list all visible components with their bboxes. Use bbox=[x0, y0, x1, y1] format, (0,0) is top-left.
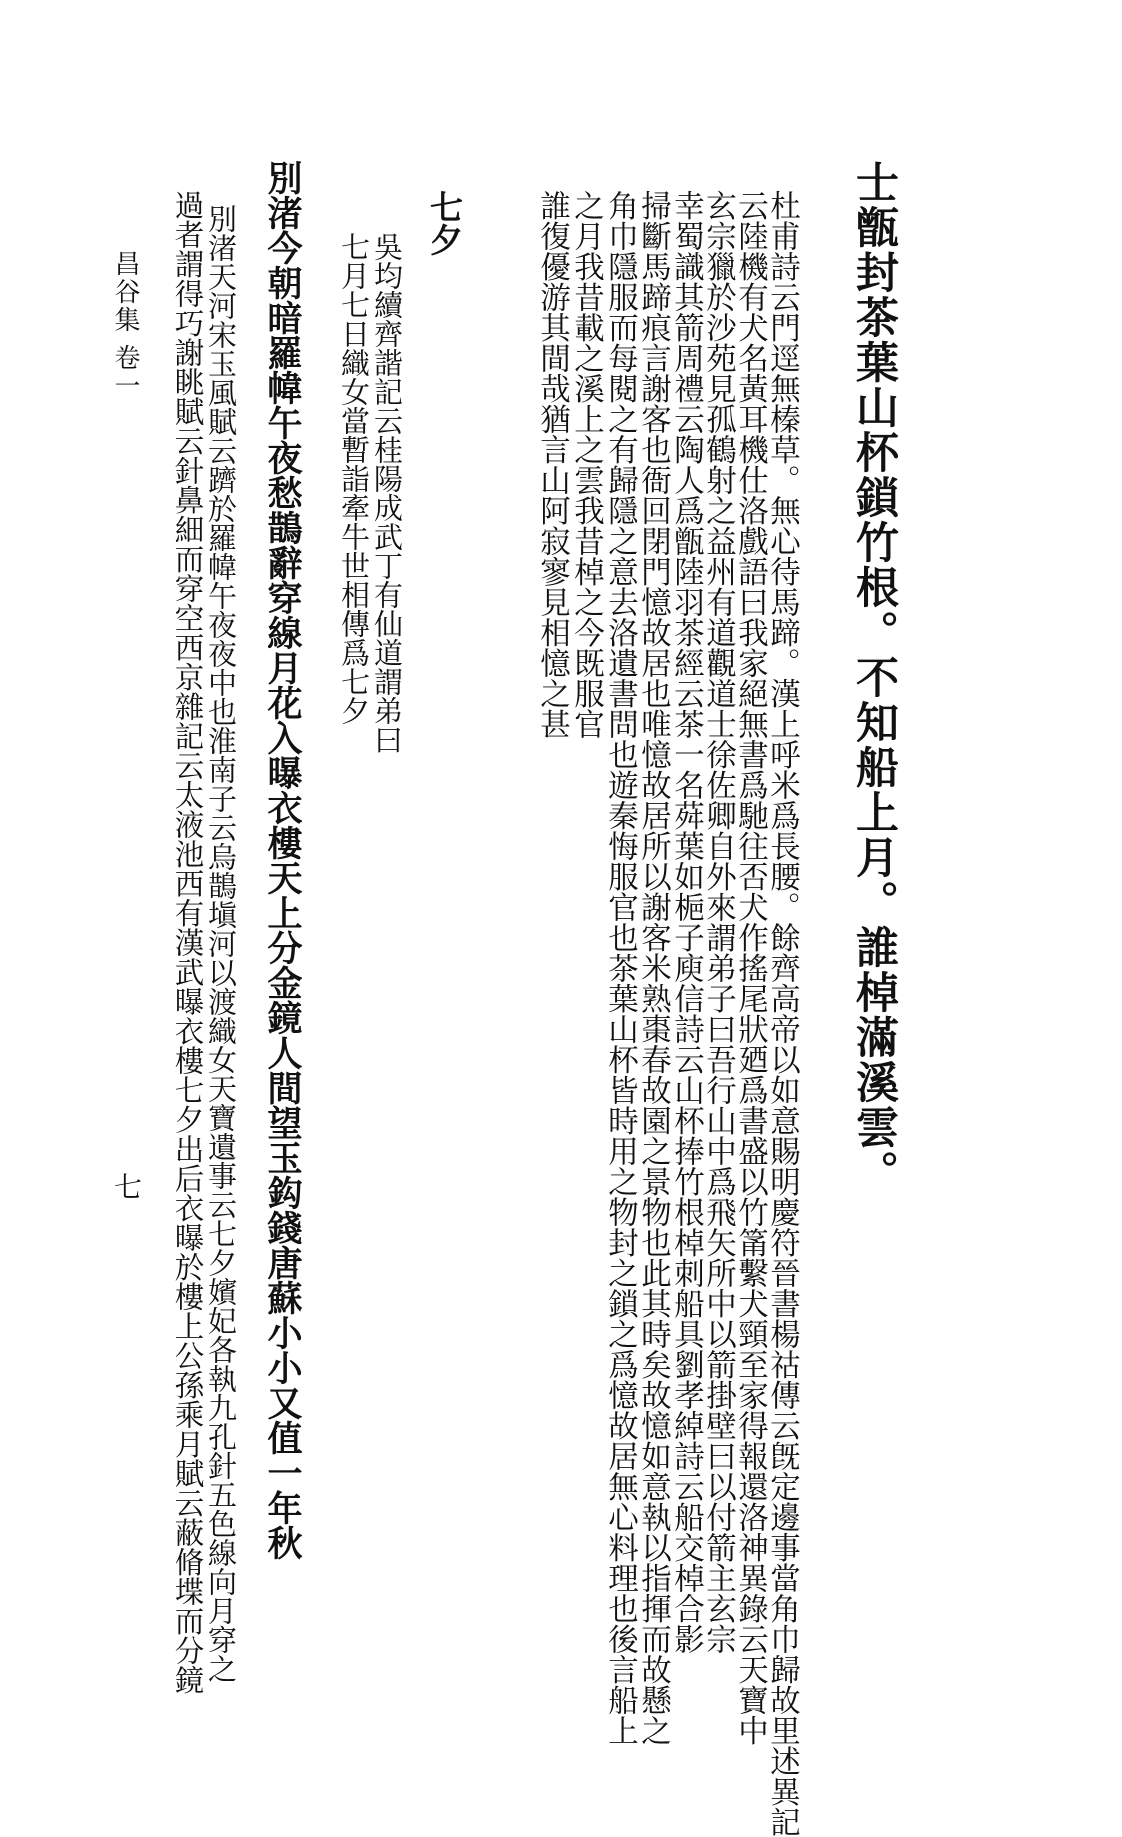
page-number: 七 bbox=[110, 1172, 143, 1200]
commentary-line: 玄宗獵於沙苑見孤鶴射之益州有道觀道士徐佐卿自外來謂弟子曰吾行山中爲飛矢所中以箭掛壁曰以付箭主玄宗 bbox=[700, 190, 736, 1654]
commentary-line: 誰復優游其間哉猶言山阿寂寥見相憶之甚 bbox=[534, 190, 570, 739]
note-line: 吳均續齊諧記云桂陽成武丁有仙道謂弟曰 bbox=[370, 232, 404, 754]
commentary-line: 別渚天河宋玉風賦云躋於羅幃午夜夜中也淮南子云烏鵲塡河以渡織女天寶遺事云七夕嬪妃各執九孔針五色線向月穿之 bbox=[204, 204, 238, 1683]
commentary-line: 杜甫詩云門逕無榛草。無心待馬蹄。漢上呼米爲長腰。餘齊高帝以如意賜明慶符晉書楊祜傳云旣定邊事當角巾歸故里述異記 bbox=[764, 190, 800, 1837]
section-heading: 七夕 bbox=[425, 190, 464, 256]
commentary-line: 掃斷馬蹄痕言謝客也衙回閉門憶故居也唯憶故居所以謝客米熟棗春故園之景物也此其時矣故憶如意執以指揮而故懸之 bbox=[635, 190, 671, 1746]
commentary-line: 之月我昔載之溪上之雲我昔棹之今既服官 bbox=[568, 190, 604, 739]
book-title: 昌谷集 卷一 bbox=[110, 250, 140, 401]
poem-title: 士甑封茶葉山杯鎖竹根。不知船上月。誰棹滿溪雲。 bbox=[849, 160, 899, 1195]
poem-title: 別渚今朝暗羅幃午夜愁鵲辭穿線月花入曝衣樓天上分金鏡人間望玉鈎錢唐蘇小小又值一年秋 bbox=[262, 160, 303, 1560]
commentary-line: 云陸機有犬名黃耳機仕洛戲語曰我家絕無書爲馳往否犬作搖尾狀廼爲書盛以竹筩繫犬頸至家得報還洛神異錄云天寶中 bbox=[732, 190, 768, 1746]
commentary-line: 過者謂得巧謝眺賦云針鼻細而穿空西京雜記云太液池西有漢武曝衣樓七夕出后衣曝於樓上公孫乘月賦云蔽脩堞而分鏡 bbox=[170, 190, 205, 1695]
commentary-line: 角巾隱服而每閱之有歸隱之意去洛遺書問也遊秦悔服官也茶葉山杯皆時用之物封之鎖之爲憶故居無心料理也後言船上 bbox=[602, 190, 638, 1746]
note-line: 七月七日織女當暫詣牽牛世相傳爲七夕 bbox=[337, 232, 371, 725]
commentary-line: 幸蜀識其箭周禮云陶人爲甑陸羽茶經云茶一名荈葉如梔子庾信詩云山杯捧竹根棹刺船具劉孝綽詩云船交棹合影 bbox=[668, 190, 704, 1654]
